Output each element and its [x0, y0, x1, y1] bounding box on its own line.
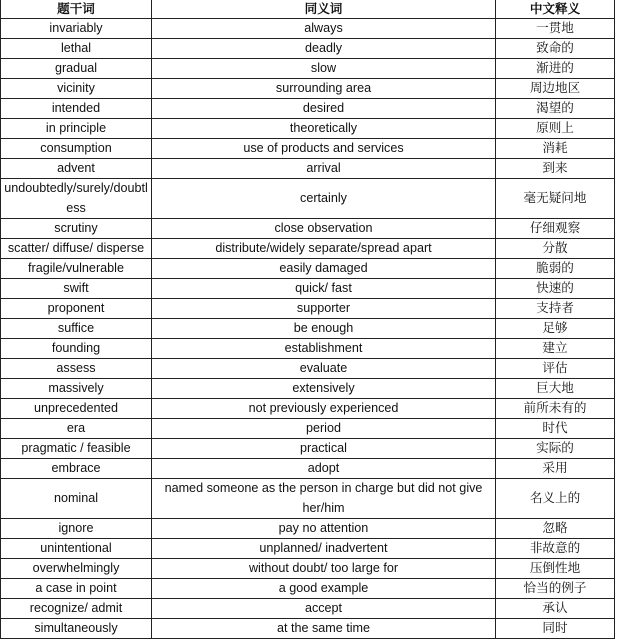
synonym-cell: arrival [152, 159, 496, 179]
chinese-meaning-cell: 致命的 [496, 39, 615, 59]
stem-word-cell: embrace [1, 459, 152, 479]
chinese-meaning-cell: 足够 [496, 319, 615, 339]
table-row [1, 539, 615, 559]
table-row [1, 159, 615, 179]
table-row [1, 519, 615, 539]
synonym-cell: theoretically [152, 119, 496, 139]
synonym-cell: evaluate [152, 359, 496, 379]
chinese-meaning-cell: 忽略 [496, 519, 615, 539]
synonym-cell: certainly [152, 179, 496, 219]
synonym-cell: unplanned/ inadvertent [152, 539, 496, 559]
header-stem-word: 题干词 [1, 0, 152, 19]
stem-word-cell: swift [1, 279, 152, 299]
synonym-cell: named someone as the person in charge but did not give her/him [152, 479, 496, 519]
chinese-meaning-cell: 建立 [496, 339, 615, 359]
table-row [1, 619, 615, 639]
synonym-cell: slow [152, 59, 496, 79]
synonym-cell: adopt [152, 459, 496, 479]
synonym-cell: period [152, 419, 496, 439]
header-chinese-meaning: 中文释义 [496, 0, 615, 19]
chinese-meaning-cell: 采用 [496, 459, 615, 479]
stem-word-cell: invariably [1, 19, 152, 39]
table-row [1, 359, 615, 379]
chinese-meaning-cell: 支持者 [496, 299, 615, 319]
table-row [1, 19, 615, 39]
table-row [1, 319, 615, 339]
chinese-meaning-cell: 巨大地 [496, 379, 615, 399]
synonym-cell: supporter [152, 299, 496, 319]
stem-word-cell: vicinity [1, 79, 152, 99]
table-row [1, 299, 615, 319]
synonym-cell: practical [152, 439, 496, 459]
chinese-meaning-cell: 名义上的 [496, 479, 615, 519]
stem-word-cell: fragile/vulnerable [1, 259, 152, 279]
table-header-row [1, 0, 615, 19]
chinese-meaning-cell: 快速的 [496, 279, 615, 299]
synonym-cell: use of products and services [152, 139, 496, 159]
chinese-meaning-cell: 时代 [496, 419, 615, 439]
stem-word-cell: assess [1, 359, 152, 379]
chinese-meaning-cell: 承认 [496, 599, 615, 619]
synonym-cell: a good example [152, 579, 496, 599]
chinese-meaning-cell: 渐进的 [496, 59, 615, 79]
synonym-cell: without doubt/ too large for [152, 559, 496, 579]
stem-word-cell: founding [1, 339, 152, 359]
table-row [1, 559, 615, 579]
stem-word-cell: in principle [1, 119, 152, 139]
table-row [1, 419, 615, 439]
table-row [1, 179, 615, 219]
stem-word-cell: a case in point [1, 579, 152, 599]
synonym-cell: always [152, 19, 496, 39]
synonym-cell: distribute/widely separate/spread apart [152, 239, 496, 259]
chinese-meaning-cell: 恰当的例子 [496, 579, 615, 599]
stem-word-cell: overwhelmingly [1, 559, 152, 579]
stem-word-cell: advent [1, 159, 152, 179]
table-row [1, 139, 615, 159]
table-row [1, 59, 615, 79]
chinese-meaning-cell: 仔细观察 [496, 219, 615, 239]
chinese-meaning-cell: 脆弱的 [496, 259, 615, 279]
table-row [1, 399, 615, 419]
table-row [1, 219, 615, 239]
chinese-meaning-cell: 实际的 [496, 439, 615, 459]
stem-word-cell: undoubtedly/surely/doubtless [1, 179, 152, 219]
table-row [1, 599, 615, 619]
table-row [1, 119, 615, 139]
chinese-meaning-cell: 到来 [496, 159, 615, 179]
chinese-meaning-cell: 压倒性地 [496, 559, 615, 579]
stem-word-cell: massively [1, 379, 152, 399]
synonym-cell: pay no attention [152, 519, 496, 539]
chinese-meaning-cell: 评估 [496, 359, 615, 379]
table-row [1, 479, 615, 519]
table-row [1, 439, 615, 459]
stem-word-cell: scrutiny [1, 219, 152, 239]
stem-word-cell: unintentional [1, 539, 152, 559]
stem-word-cell: unprecedented [1, 399, 152, 419]
synonym-cell: not previously experienced [152, 399, 496, 419]
table-row [1, 39, 615, 59]
table-row [1, 379, 615, 399]
stem-word-cell: ignore [1, 519, 152, 539]
stem-word-cell: simultaneously [1, 619, 152, 639]
chinese-meaning-cell: 消耗 [496, 139, 615, 159]
stem-word-cell: consumption [1, 139, 152, 159]
stem-word-cell: scatter/ diffuse/ disperse [1, 239, 152, 259]
chinese-meaning-cell: 前所未有的 [496, 399, 615, 419]
table-row [1, 579, 615, 599]
synonym-cell: desired [152, 99, 496, 119]
table-row [1, 459, 615, 479]
stem-word-cell: proponent [1, 299, 152, 319]
synonym-cell: at the same time [152, 619, 496, 639]
synonym-cell: establishment [152, 339, 496, 359]
table-row [1, 79, 615, 99]
stem-word-cell: lethal [1, 39, 152, 59]
synonym-cell: surrounding area [152, 79, 496, 99]
chinese-meaning-cell: 非故意的 [496, 539, 615, 559]
chinese-meaning-cell: 渴望的 [496, 99, 615, 119]
synonym-cell: deadly [152, 39, 496, 59]
chinese-meaning-cell: 周边地区 [496, 79, 615, 99]
synonym-cell: extensively [152, 379, 496, 399]
stem-word-cell: era [1, 419, 152, 439]
table-row [1, 279, 615, 299]
synonym-cell: easily damaged [152, 259, 496, 279]
stem-word-cell: gradual [1, 59, 152, 79]
stem-word-cell: intended [1, 99, 152, 119]
table-row [1, 339, 615, 359]
chinese-meaning-cell: 同时 [496, 619, 615, 639]
synonym-cell: quick/ fast [152, 279, 496, 299]
synonym-cell: close observation [152, 219, 496, 239]
table-body [1, 19, 615, 639]
chinese-meaning-cell: 原则上 [496, 119, 615, 139]
stem-word-cell: suffice [1, 319, 152, 339]
chinese-meaning-cell: 一贯地 [496, 19, 615, 39]
table-row [1, 259, 615, 279]
synonym-cell: be enough [152, 319, 496, 339]
table-row [1, 239, 615, 259]
stem-word-cell: recognize/ admit [1, 599, 152, 619]
chinese-meaning-cell: 分散 [496, 239, 615, 259]
stem-word-cell: pragmatic / feasible [1, 439, 152, 459]
table-row [1, 99, 615, 119]
stem-word-cell: nominal [1, 479, 152, 519]
synonym-cell: accept [152, 599, 496, 619]
header-synonym: 同义词 [152, 0, 496, 19]
chinese-meaning-cell: 毫无疑问地 [496, 179, 615, 219]
